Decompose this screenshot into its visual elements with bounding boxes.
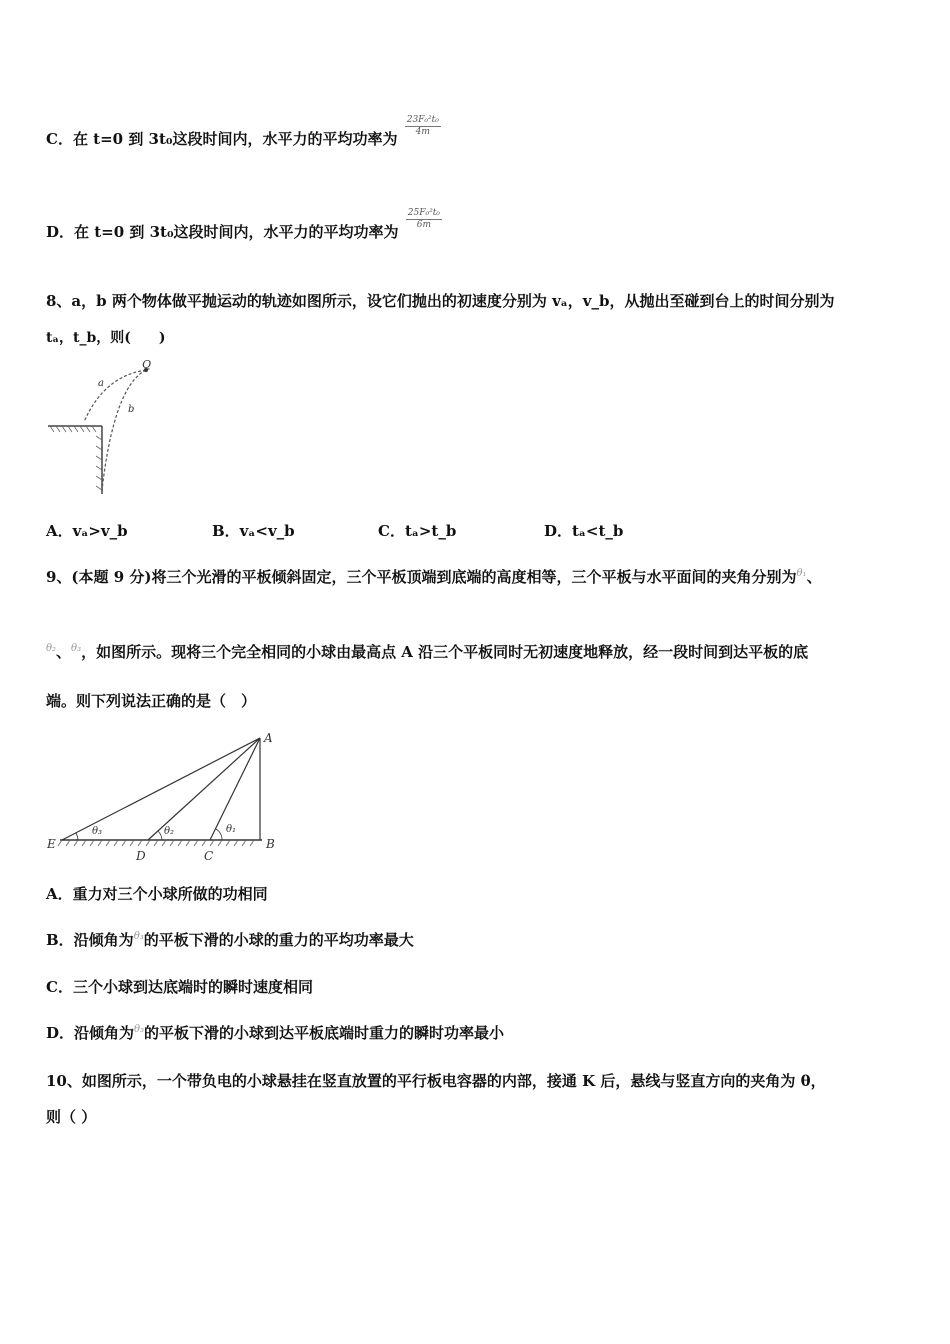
label-b: b xyxy=(128,404,135,415)
q10-stem-line2: 则（ ） xyxy=(46,1108,97,1126)
label-C: C xyxy=(204,849,214,862)
q8-option-c[interactable]: C．tₐ>t_b xyxy=(378,522,457,540)
q8-stem-line1: 8、a，b 两个物体做平抛运动的轨迹如图所示，设它们抛出的初速度分别为 vₐ，v_b，从抛出至碰到台上的时间分别为 xyxy=(46,292,835,310)
q9-option-d[interactable]: D．沿倾角为$^{\theta_3}$的平板下滑的小球到达平板底端时重力的瞬时功率最小 xyxy=(46,1024,505,1042)
q8-option-a[interactable]: A．vₐ>v_b xyxy=(46,522,128,540)
q7-option-d: D．在 t=0 到 3t₀这段时间内，水平力的平均功率为 $\frac{\text{25F₀²t₀}}{6m}$ xyxy=(46,207,440,241)
q8-option-d[interactable]: D．tₐ<t_b xyxy=(544,522,624,540)
q10-stem-line1: 10、如图所示，一个带负电的小球悬挂在竖直放置的平行板电容器的内部，接通 K 后，悬线与竖直方向的夹角为 θ， xyxy=(46,1072,826,1090)
theta1-symbol: θ₁ xyxy=(796,568,807,579)
label-a: a xyxy=(98,378,104,389)
q8-trajectory-figure xyxy=(44,356,174,498)
q7-option-c: C．在 t=0 到 3t₀这段时间内，水平力的平均功率为 $\frac{\text{23F₀²t₀}}{4m}$ xyxy=(46,114,439,148)
label-E: E xyxy=(47,837,56,851)
theta3-symbol: θ₃ xyxy=(71,643,82,654)
incline-ad xyxy=(148,738,260,840)
q8-stem-line2: tₐ，t_b，则( ) xyxy=(46,330,166,346)
trajectory-b xyxy=(102,370,146,490)
q9-option-b[interactable]: B．沿倾角为$^{\theta_3}$的平板下滑的小球的重力的平均功率最大 xyxy=(46,931,414,949)
q7-option-d-fraction: $\frac{\text{25F₀²t₀}}{6m}$ xyxy=(407,207,440,230)
theta3-symbol-d: θ₃ xyxy=(134,1024,145,1035)
q9-stem-line1: 9、(本题 9 分)将三个光滑的平板倾斜固定，三个平板顶端到底端的高度相等，三个平板与水平面间的夹角分别为$^{\theta_1}$、 xyxy=(46,568,822,586)
label-theta3: θ₃ xyxy=(92,826,103,837)
label-B: B xyxy=(266,837,275,851)
label-theta1: θ₁ xyxy=(226,824,237,835)
label-q: Q xyxy=(142,358,152,371)
q9-option-a[interactable]: A．重力对三个小球所做的功相同 xyxy=(46,885,268,903)
q8-option-b[interactable]: B．vₐ<v_b xyxy=(212,522,295,540)
q7-option-c-fraction: $\frac{\text{23F₀²t₀}}{4m}$ xyxy=(406,114,439,137)
label-A: A xyxy=(264,731,273,745)
q9-stem-line2: $^{\theta_2}$、$^{\theta_3}$，如图所示。现将三个完全相同的小球由最高点 A 沿三个平板同时无初速度地释放，经一段时间到达平板的底 xyxy=(46,643,809,661)
q9-option-c[interactable]: C．三个小球到达底端时的瞬时速度相同 xyxy=(46,978,313,996)
label-theta2: θ₂ xyxy=(164,826,175,837)
label-D: D xyxy=(136,849,146,862)
q9-inclines-figure xyxy=(44,726,284,862)
theta3-symbol-b: θ₃ xyxy=(133,931,144,942)
theta2-symbol: θ₂ xyxy=(46,643,57,654)
q9-stem-line3: 端。则下列说法正确的是（ ） xyxy=(46,692,257,710)
trajectory-a xyxy=(84,370,146,422)
